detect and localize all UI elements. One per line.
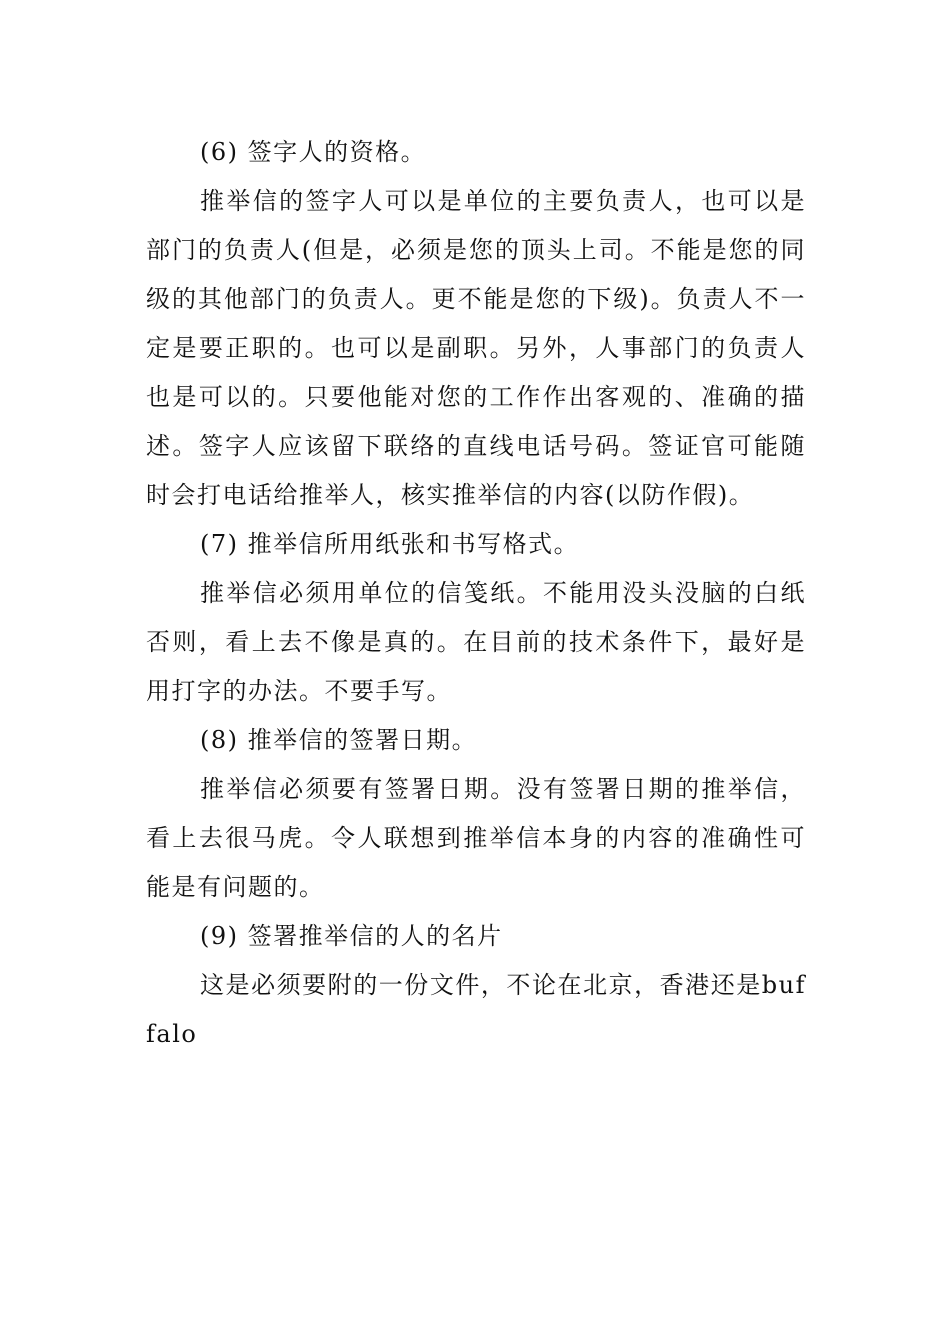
document-page	[146, 128, 806, 1059]
section-heading-7: (7) 推举信所用纸张和书写格式。	[200, 530, 580, 558]
section-body-9: 这是必须要附的一份文件，不论在北京，香港还是buffalo	[146, 971, 806, 1048]
section-body-8: 推举信必须要有签署日期。没有签署日期的推举信，看上去很马虎。令人联想到推举信本身的内容的准确性可能是有问题的。	[146, 775, 806, 901]
section-heading-9: (9) 签署推举信的人的名片	[200, 922, 503, 950]
section-heading-6: (6) 签字人的资格。	[200, 138, 427, 166]
section-body-6: 推举信的签字人可以是单位的主要负责人，也可以是部门的负责人(但是，必须是您的顶头上司。不能是您的同级的其他部门的负责人。更不能是您的下级)。负责人不一定是要正职的。也可以是副职。另外，人事部门的负责人也是可以的。只要他能对您的工作作出客观的、准确的描述。签字人应该留下联络的直线电话号码。签证官可能随时会打电话给推举人，核实推举信的内容(以防作假)。	[146, 187, 806, 509]
section-heading-8: (8) 推举信的签署日期。	[200, 726, 478, 754]
section-body-7: 推举信必须用单位的信笺纸。不能用没头没脑的白纸否则，看上去不像是真的。在目前的技术条件下，最好是用打字的办法。不要手写。	[146, 579, 806, 705]
